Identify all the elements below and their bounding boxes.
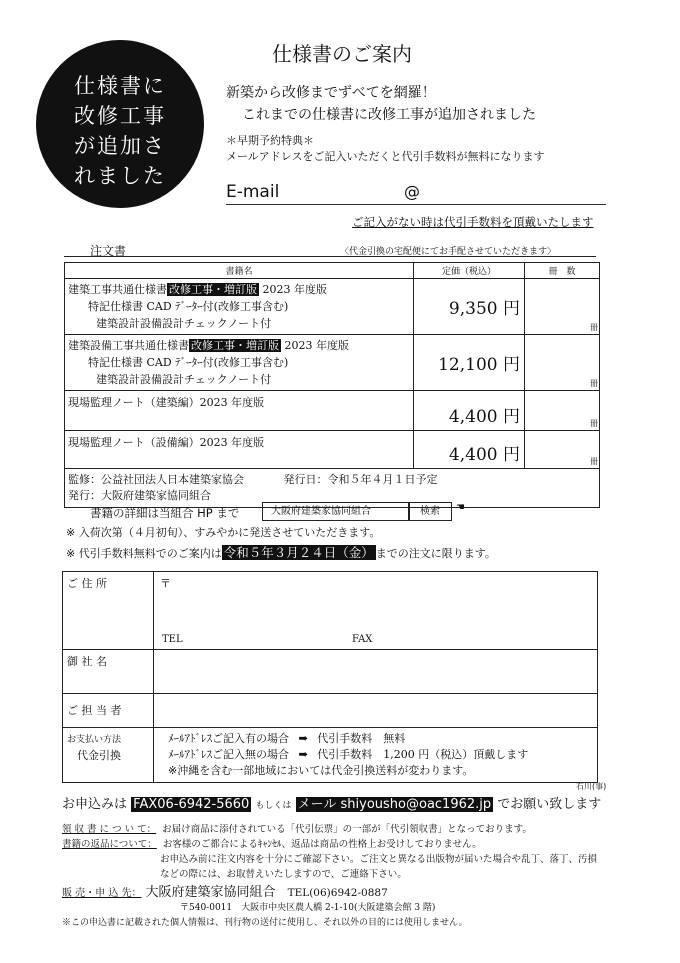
- payment-method: 代金引換: [77, 749, 121, 762]
- order-table: [64, 262, 600, 508]
- arrow-icon: ➡: [298, 748, 308, 761]
- col-price: 定価（税込）: [414, 263, 525, 279]
- badge-line-2: 改修工事: [74, 104, 166, 128]
- payment-case-1: ﾒｰﾙｱﾄﾞﾚｽご記入有の場合: [168, 732, 289, 745]
- search-button[interactable]: 検索: [408, 502, 452, 521]
- privacy-note: ※この申込書に記載された個人情報は、刊行物の送付に使用し、それ以外の目的には使用しません。: [62, 918, 468, 928]
- item-sub2: 建築設計設備設計チェックノート付: [96, 317, 272, 330]
- payment-label: お支払い方法: [67, 735, 122, 745]
- apply-text-a: お申込みは: [62, 797, 128, 812]
- deadline-text-b: までの注文に限ります。: [375, 547, 496, 560]
- qty-unit: 冊: [590, 457, 598, 466]
- payment-fee-2: 代引手数料 1,200 円（税込）頂戴します: [317, 748, 529, 761]
- qty-unit: 冊: [590, 379, 598, 388]
- item-price: 4,400 円: [414, 431, 525, 469]
- deadline-date: 令和５年３月２４日（金）: [223, 545, 374, 560]
- item-highlight: 改修工事・増訂版: [169, 283, 257, 296]
- company-field[interactable]: [154, 650, 598, 694]
- item-edition: 2023 年度版: [281, 339, 349, 352]
- search-box[interactable]: 大阪府建築家協同組合: [262, 502, 410, 521]
- payment-fee-1: 代引手数料 無料: [317, 732, 406, 745]
- payment-case-2: ﾒｰﾙｱﾄﾞﾚｽご記入無の場合: [168, 748, 289, 761]
- item-price: 4,400 円: [414, 391, 525, 431]
- return-text-2: お申込み前に注文内容を十分にご確認下さい。ご注文と異なる出版物が届いた場合や乱丁、落丁、汚損: [160, 854, 598, 865]
- return-text-1: お客様のご都合によるｷｬﾝｾﾙ、返品は商品の性格上お受けしておりません。: [162, 839, 482, 850]
- cod-note: 〈代金引換の宅配便にてお手配させていただきます〉: [340, 247, 557, 257]
- order-rule: [64, 256, 596, 257]
- seller-address: 〒540-0011 大阪市中央区農人橋 2-1-10(大阪建築会館 3 階): [180, 903, 436, 913]
- item-sub2: 建築設計設備設計チェックノート付: [96, 373, 272, 386]
- col-name: 書籍名: [65, 263, 414, 279]
- order-row: [65, 431, 600, 469]
- apply-text-b: もしくは: [255, 801, 292, 811]
- item-name: 現場監理ノート（建築編）2023 年度版: [65, 391, 414, 431]
- badge-line-1: 仕様書に: [74, 74, 166, 98]
- qty-field[interactable]: [525, 279, 600, 335]
- address-label: ご 住 所: [63, 572, 154, 650]
- company-label: 御 社 名: [63, 650, 154, 694]
- email-label: E-mail: [226, 182, 280, 202]
- email-at: @: [404, 182, 420, 201]
- order-row: [65, 279, 600, 335]
- publisher: 発行：大阪府建築家協同組合: [68, 489, 211, 502]
- apply-line: [62, 793, 601, 812]
- supervision: 監修：公益社団法人日本建築家協会: [68, 473, 244, 486]
- address-field[interactable]: [154, 572, 598, 650]
- item-name: 建築設備工事共通仕様書: [68, 339, 189, 352]
- item-highlight: 改修工事・増訂版: [191, 339, 279, 352]
- order-heading: 注文書: [90, 244, 127, 258]
- badge-line-4: れました: [74, 164, 166, 188]
- qty-field[interactable]: [525, 431, 600, 469]
- qty-field[interactable]: [525, 335, 600, 391]
- email-field[interactable]: [226, 204, 606, 205]
- person-row: [63, 694, 598, 728]
- deadline-note: [66, 543, 496, 561]
- qty-unit: 冊: [590, 323, 598, 332]
- early-bird-text: メールアドレスをご記入いただくと代引手数料が無料になります: [226, 150, 545, 163]
- apply-text-c: でお願い致します: [497, 797, 602, 812]
- fax-label: FAX: [352, 634, 373, 645]
- publish-date: 発行日：令和５年４月１日予定: [283, 473, 438, 486]
- customer-table: [62, 571, 598, 783]
- page-title: 仕様書のご案内: [272, 42, 412, 66]
- footer: [62, 822, 622, 931]
- postal-mark: 〒: [160, 577, 171, 590]
- deadline-text-a: ※ 代引手数料無料でのご案内は: [66, 547, 222, 560]
- person-field[interactable]: [154, 694, 598, 728]
- intro-line-1: 新築から改修までずべてを網羅！: [226, 85, 436, 101]
- receipt-text: お届け商品に添付されている「代引伝票」の一部が「代引領収書」となっております。: [162, 824, 532, 835]
- arrow-icon: ➡: [298, 732, 308, 745]
- item-sub1: 特記仕様書 CAD ﾃﾞｰﾀｰ付(改修工事含む): [88, 356, 289, 369]
- seller-label: 販 売・申 込 先：: [62, 888, 142, 899]
- email-note: ご記入がない時は代引手数料を頂戴いたします: [352, 215, 594, 229]
- staff-stamp: 石川(事): [576, 782, 607, 791]
- badge-line-3: が追加さ: [74, 134, 166, 158]
- seller-tel: TEL(06)6942-0887: [287, 887, 388, 899]
- item-price: 9,350 円: [414, 279, 525, 335]
- item-price: 12,100 円: [414, 335, 525, 391]
- qty-field[interactable]: [525, 391, 600, 431]
- payment-row: [63, 728, 598, 783]
- announcement-badge: [36, 40, 204, 208]
- person-label: ご 担 当 者: [63, 694, 154, 728]
- okinawa-note: ※沖縄を含む一部地域においては代金引換送料が変わります。: [168, 764, 474, 777]
- address-row: [63, 572, 598, 650]
- item-sub1: 特記仕様書 CAD ﾃﾞｰﾀｰ付(改修工事含む): [88, 300, 289, 313]
- col-qty: 冊 数: [525, 263, 600, 279]
- receipt-label: 領 収 書 に つ い て：: [62, 824, 157, 835]
- seller-name: 大阪府建築家協同組合: [145, 885, 276, 900]
- return-text-3: などの際には、お取替えいたしますので、ご連絡下さい。: [160, 869, 407, 880]
- item-name: 建築工事共通仕様書: [68, 283, 167, 296]
- apply-email: メール shiyousho@oac1962.jp: [297, 797, 492, 812]
- arrival-note: ※ 入荷次第（４月初旬）、すみやかに発送させていただきます。: [66, 526, 381, 539]
- item-name: 現場監理ノート（設備編）2023 年度版: [65, 431, 414, 469]
- cursor-icon: ☚: [456, 502, 465, 513]
- details-label: 書籍の詳細は当組合 HP まで: [90, 506, 240, 520]
- tel-label: TEL: [162, 634, 183, 645]
- qty-unit: 冊: [590, 419, 598, 428]
- item-edition: 2023 年度版: [259, 283, 327, 296]
- company-row: [63, 650, 598, 694]
- order-row: [65, 335, 600, 391]
- order-row: [65, 391, 600, 431]
- early-bird-title: ＊早期予約特典＊: [226, 134, 314, 147]
- apply-fax: FAX06-6942-5660: [133, 797, 250, 812]
- order-header-row: [65, 263, 600, 279]
- intro-line-2: これまでの仕様書に改修工事が追加されました: [242, 107, 536, 123]
- return-label: 書籍の返品について：: [62, 839, 157, 850]
